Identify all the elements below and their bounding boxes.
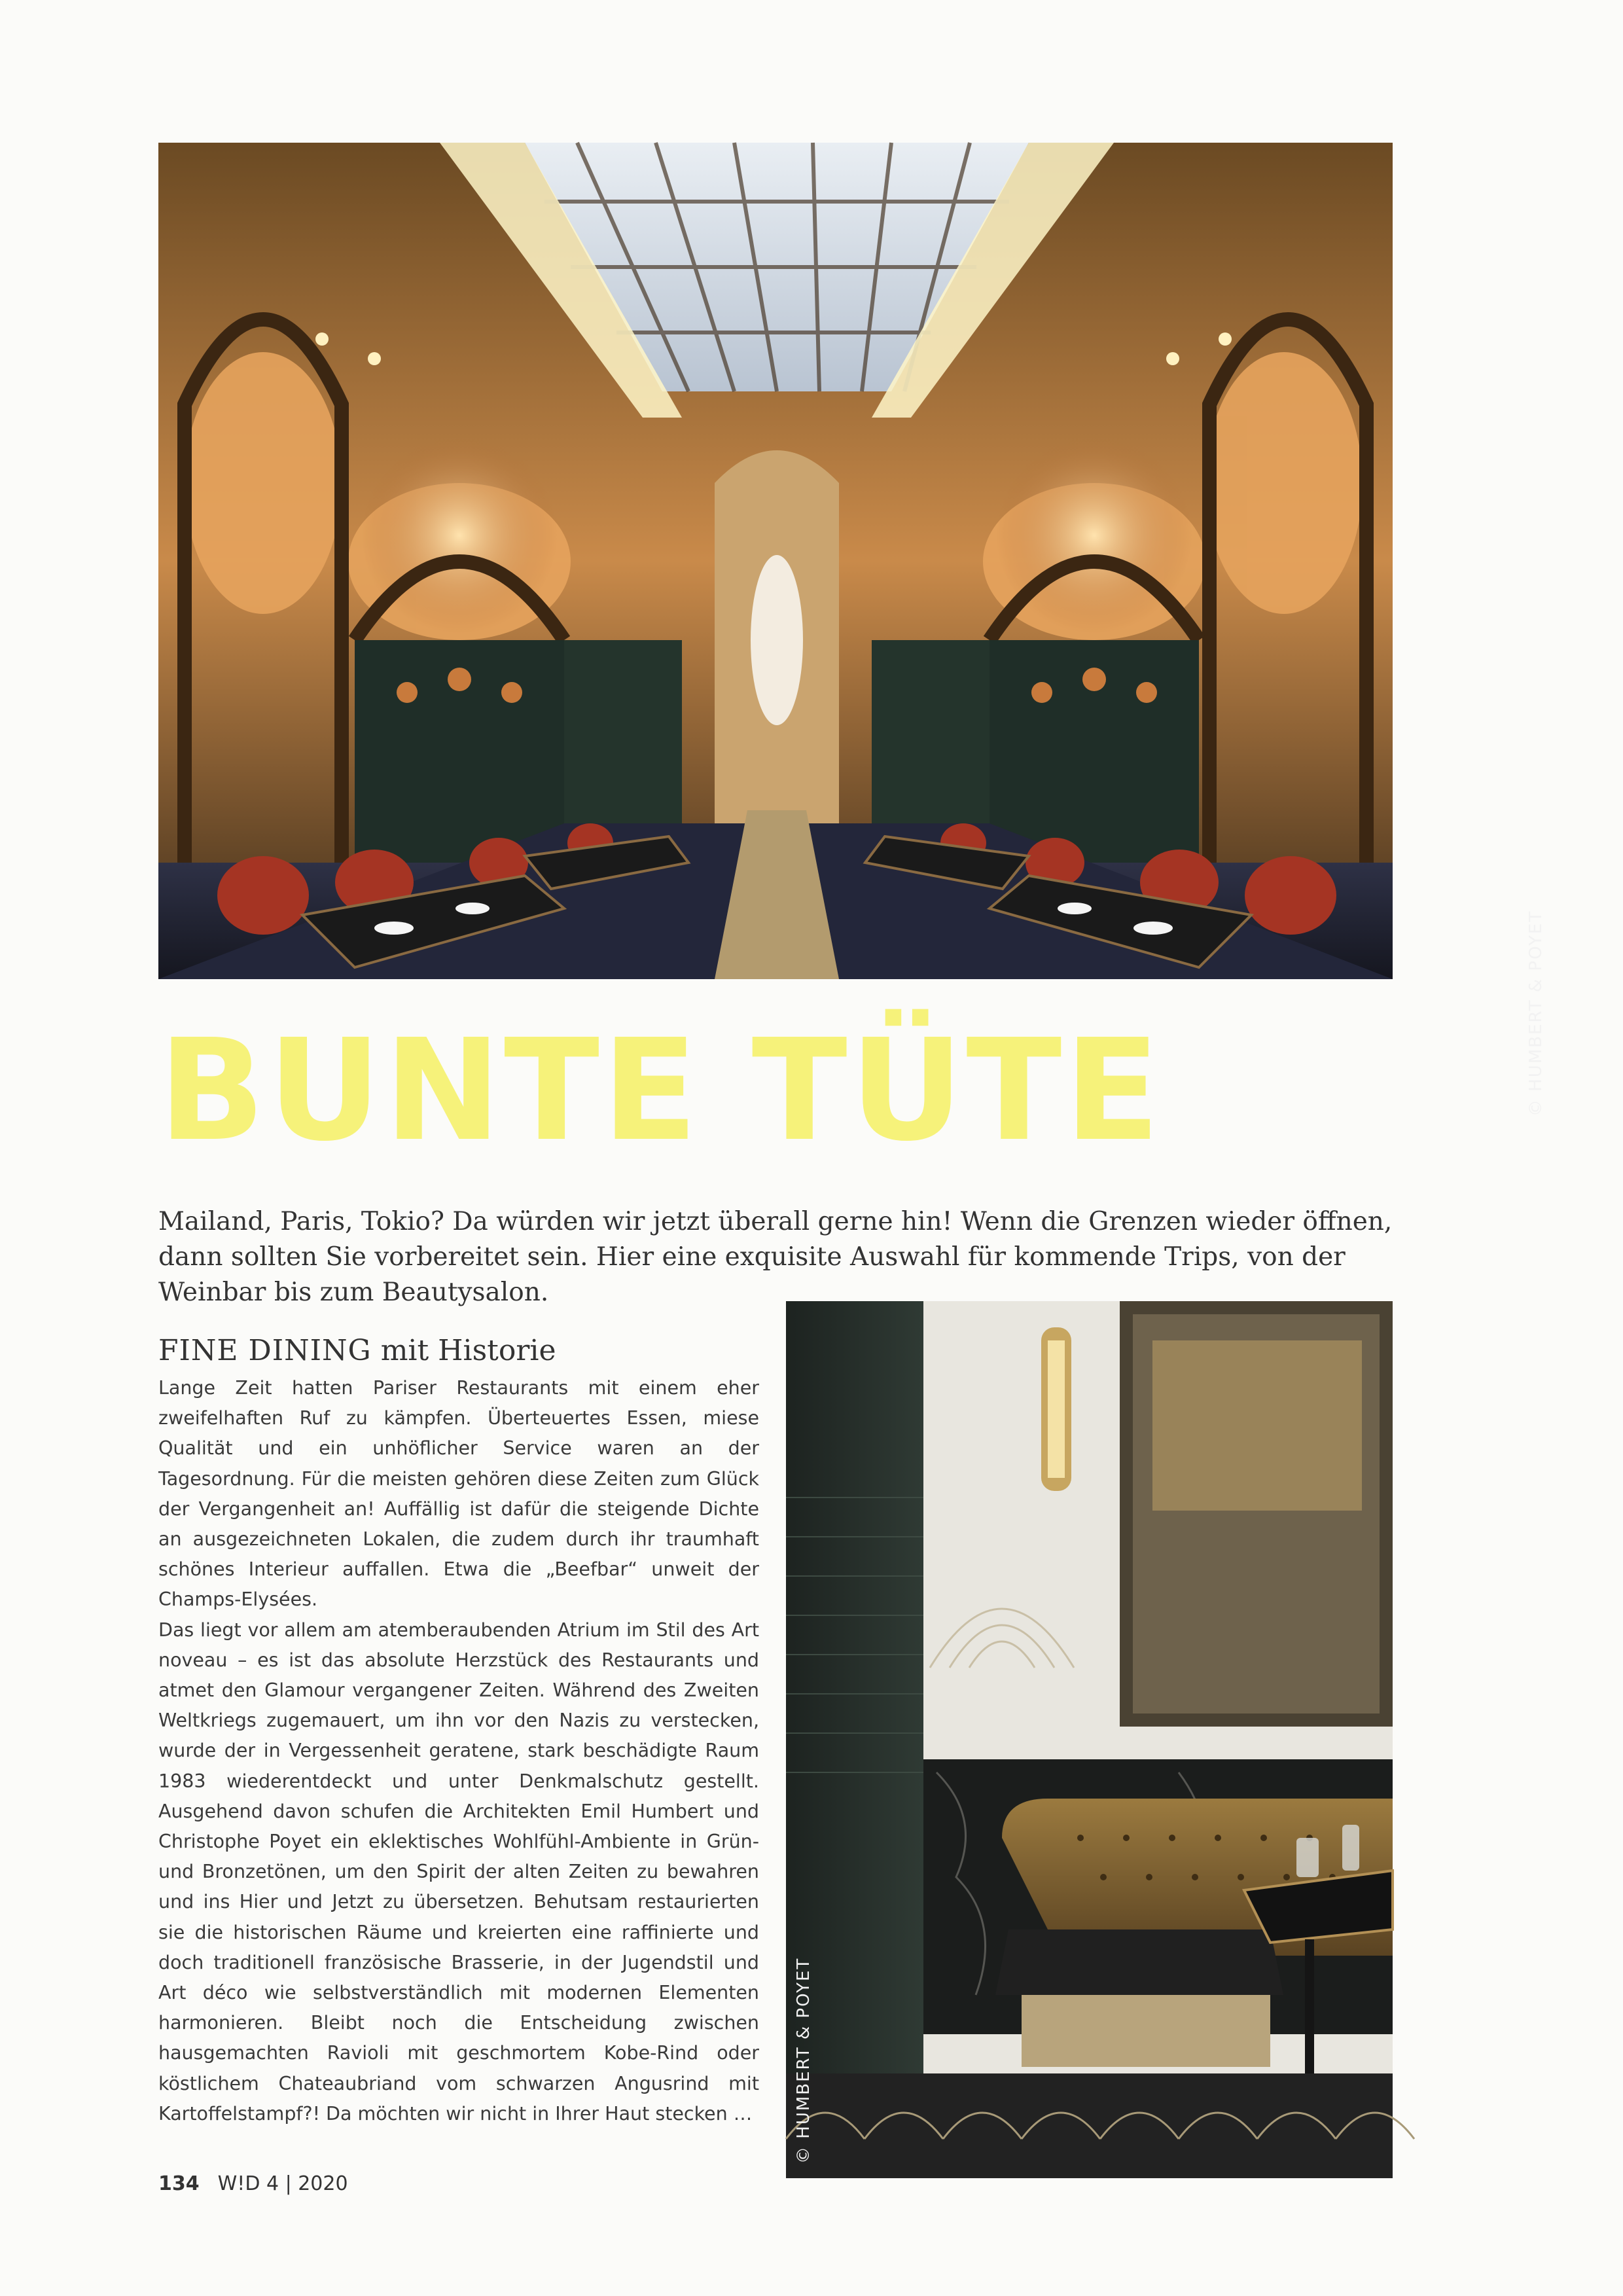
page-number: 134 <box>158 2172 200 2195</box>
booth-photo <box>786 1301 1393 2178</box>
headline: BUNTE TÜTE <box>158 1009 1163 1172</box>
publication-issue: W!D 4 | 2020 <box>217 2172 348 2195</box>
section-title <box>158 1334 556 1367</box>
article-paragraph: Lange Zeit hatten Pariser Restaurants mit einem eher zweifelhaften Ruf zu kämpfen. Überteuertes Essen, miese Qualität und ein unhöflicher Service waren an der Tagesordnung. Für die meisten gehören diese Zeiten zum Glück der Vergangenheit an! Auffällig ist dafür die steigende Dichte an ausgezeichneten Lokalen, die zudem durch ihr traumhaft schönes Interieur auffallen. Etwa die „Beefbar“ unweit der Champs-Elysées. <box>158 1377 759 1611</box>
section-title-rest: mit Historie <box>371 1334 556 1367</box>
atrium-illustration <box>158 143 1393 979</box>
intro-text: Mailand, Paris, Tokio? Da würden wir jetzt überall gerne hin! Wenn die Grenzen wieder öffnen, dann sollten Sie vorbereitet sein. Hier eine exquisite Auswahl für kommende Trips, von der Weinbar bis zum Beautysalon. <box>158 1207 1393 1307</box>
section-title-caps: FINE DINING <box>158 1334 372 1367</box>
article-paragraph: Das liegt vor allem am atemberaubenden Atrium im Stil des Art noveau – es ist das absolute Herzstück des Restaurants und atmet den Glamour vergangener Zeiten. Während des Zweiten Weltkriegs zugemauert, um ihn vor den Nazis zu verstecken, wurde der in Vergessenheit geratene, stark beschädigte Raum 1983 wiederentdeckt und unter Denkmalschutz gestellt. Ausgehend davon schufen die Architekten Emil Humbert und Christophe Poyet ein eklektisches Wohlfühl-Ambiente in Grün- und Bronzetönen, um den Spirit der alten Zeiten zu bewahren und ins Hier und Jetzt zu übersetzen. Behutsam restaurierten sie die historischen Räume und kreierten eine raffinierte und doch traditionell französische Brasserie, in der Jugendstil und Art déco wie selbstverständlich mit modernen Elementen harmonieren. Bleibt noch die Entscheidung zwischen hausgemachten Ravioli mit geschmortem Kobe-Rind oder köstlichem Chateaubriand vom schwarzen Angusrind mit Kartoffelstampf?! Da möchten wir nicht in Ihrer Haut stecken … <box>158 1619 759 2125</box>
article-body <box>158 1373 759 2129</box>
booth-illustration <box>786 1301 1393 2178</box>
photo-credit: © HUMBERT & POYET <box>794 1957 813 2164</box>
page-footer <box>158 2172 348 2195</box>
photo-credit: © HUMBERT & POYET <box>1526 910 1546 1117</box>
